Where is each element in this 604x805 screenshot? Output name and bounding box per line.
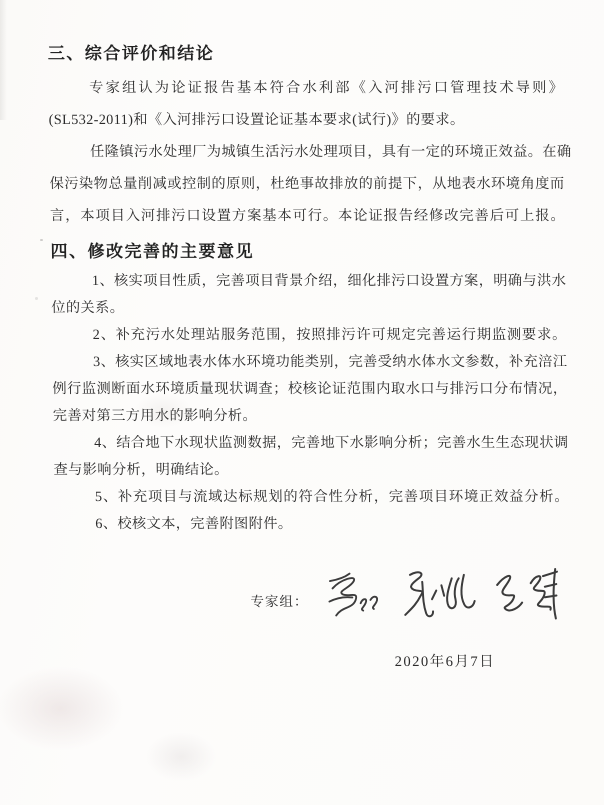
- revision-item-4: [53, 430, 569, 484]
- item-line: 完善对第三方用水的影响分析。: [52, 408, 258, 424]
- expert-group-signoff: [55, 560, 571, 622]
- item-line: 5、补充项目与流域达标规划的符合性分析，完善项目环境正效益分析。: [94, 489, 570, 505]
- paragraph-line: 保污染物总量削减或控制的原则，杜绝事故排放的前提下，从地表水环境角度而: [49, 176, 565, 192]
- item-line: 3、核实区域地表水体水环境功能类别，完善受纳水体水文参数，补充涪江: [92, 354, 568, 370]
- revision-item-6: [54, 511, 569, 538]
- item-line: 查与影响分析，明确结论。: [53, 462, 229, 478]
- item-line: 位的关系。: [51, 300, 125, 316]
- paragraph-standards: [48, 72, 564, 136]
- evaluation-section: [48, 72, 572, 232]
- paragraph-line: 专家组认为论证报告基本符合水利部《入河排污口管理技术导则》: [89, 80, 564, 96]
- item-line: 4、结合地下水现状监测数据，完善地下水影响分析；完善水生生态现状调: [94, 435, 569, 451]
- item-line: 2、补充污水处理站服务范围，按照排污许可规定完善运行期监测要求。: [92, 327, 567, 343]
- paragraph-conclusion: [49, 136, 572, 232]
- item-line: 例行监测断面水环境质量现状调查；校核论证范围内取水口与排污口分布情况，: [52, 381, 568, 397]
- section-heading-revisions: 四、修改完善的主要意见: [50, 242, 255, 261]
- revision-item-5: [54, 484, 569, 511]
- revision-item-2: [51, 322, 566, 349]
- revision-item-1: [51, 268, 567, 322]
- item-line: 1、核实项目性质，完善项目背景介绍，细化排污口设置方案，明确与洪水: [91, 273, 567, 289]
- revision-items-section: [51, 268, 570, 538]
- handwritten-signature-3: [488, 562, 567, 622]
- revision-item-3: [52, 349, 568, 430]
- handwritten-signature-2: [396, 566, 477, 622]
- section-heading-evaluation: 三、综合评价和结论: [47, 44, 215, 63]
- document-date: 2020年6月7日: [394, 654, 496, 670]
- paragraph-line: 任隆镇污水处理厂为城镇生活污水处理项目，具有一定的环境正效益。在确: [90, 144, 572, 160]
- paragraph-line: (SL532-2011)和《入河排污口设置论证基本要求(试行)》的要求。: [48, 112, 465, 128]
- handwritten-signature-1: [320, 568, 385, 622]
- paragraph-line: 言，本项目入河排污口设置方案基本可行。本论证报告经修改完善后可上报。: [49, 208, 566, 224]
- item-line: 6、校核文本，完善附图附件。: [95, 516, 293, 532]
- expert-group-label: 专家组：: [250, 594, 309, 609]
